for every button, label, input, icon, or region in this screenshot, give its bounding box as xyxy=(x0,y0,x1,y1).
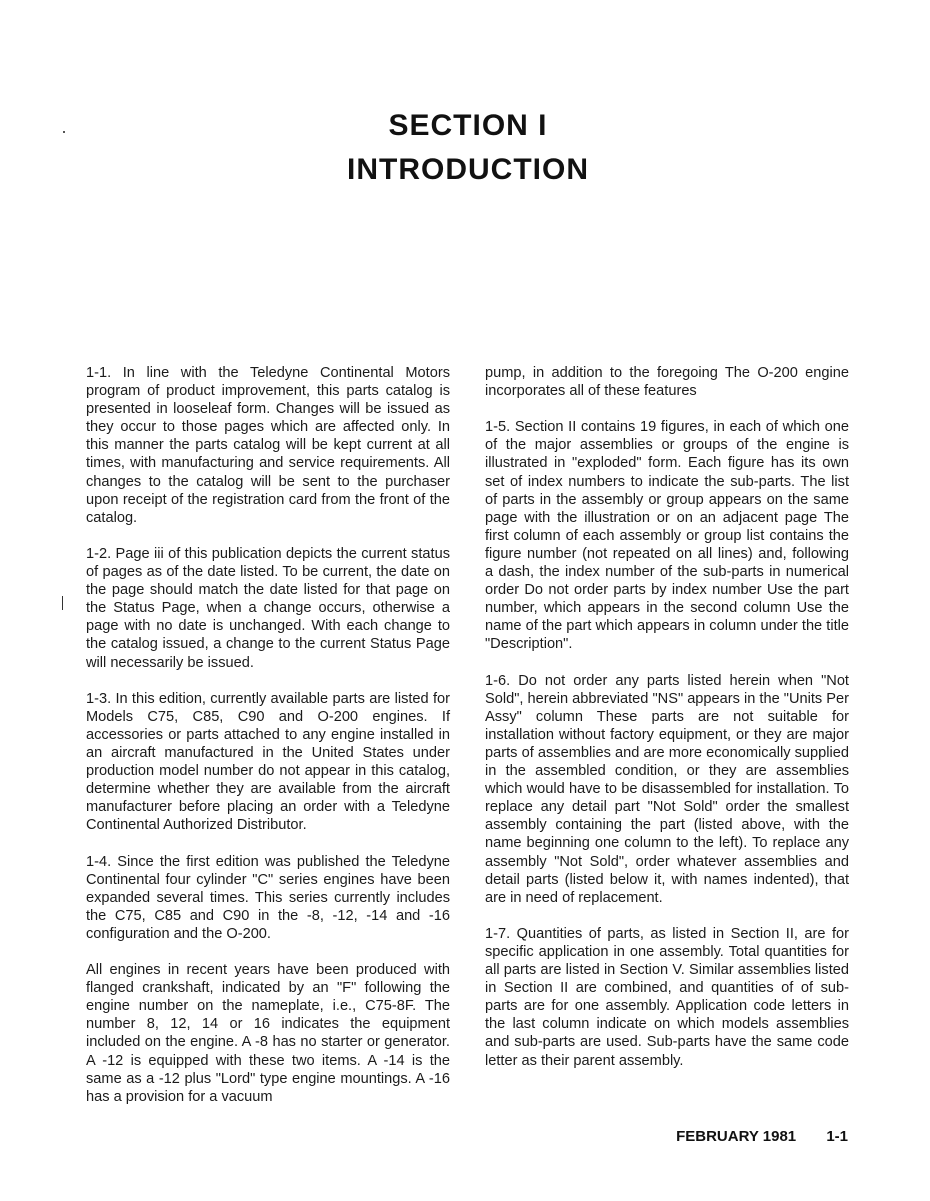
paragraph-1-4-continued: All engines in recent years have been produced with flanged crankshaft, indicated by an "F" following the engine number on the nameplate, i.e., C75-8F. The number 8, 12, 14 or 16 indicates the equipment included on the engine. A -8 has no starter or generator. A -12 is equipped with these two items. A -14 is the same as a -12 plus "Lord" type engine mountings. A -16 has a provision for a vacuum xyxy=(86,962,450,1105)
section-subtitle: INTRODUCTION xyxy=(347,153,589,186)
footer-date: FEBRUARY 1981 xyxy=(676,1128,797,1145)
change-bar xyxy=(62,596,63,610)
paragraph-1-2: 1-2. Page iii of this publication depicts the current status of pages as of the date listed. To be current, the date on the page should match the date listed for that page on the Status Page, when a change occurs, otherwise a page with no date is unchanged. With each change to the catalog issued, a change to the current Status Page will necessarily be issued. xyxy=(86,545,450,671)
paragraph-1-7: 1-7. Quantities of parts, as listed in Section II, are for specific application in one assembly. Total quantities for all parts are listed in Section V. Similar assemblies listed in Section II are combined, and quantities of of sub-parts are for one assembly. Application code letters in the last column indicate on which models assemblies and sub-parts are used. Sub-parts have the same code letter as their parent assembly. xyxy=(485,925,849,1069)
paragraph-1-6: 1-6. Do not order any parts listed herein when "Not Sold", herein abbreviated "NS" appears in the "Units Per Assy" column These parts are not suitable for installation without factory equipment, or they are major parts of assemblies and are more economically supplied in the assembled condition, or they are assemblies which would have to be disassembled for installation. To replace any detail part "Not Sold" order the smallest assembly containing the part (listed above, with the name beginning one column to the left). To replace any assembly "Not Sold", order whatever assemblies and detail parts (listed below it, with names indented), that are in need of replacement. xyxy=(485,672,849,906)
right-column xyxy=(485,364,849,1088)
section-heading xyxy=(0,104,930,192)
paragraph-1-4-end: pump, in addition to the foregoing The O-200 engine incorporates all of these features xyxy=(485,365,849,400)
page-number: 1-1 xyxy=(826,1128,848,1145)
paragraph-1-5: 1-5. Section II contains 19 figures, in each of which one of the major assemblies or groups of the engine is illustrated in "exploded" form. Each figure has its own set of index numbers to indicate the sub-parts. The list of parts in the assembly or group appears on the same page with the illustration or on an adjacent page The first column of each assembly or group list contains the figure number (not repeated on all lines) and, following a dash, the index number of the sub-parts in numerical order Do not order parts by index number Use the part number, which appears in the second column Use the name of the part which appears in column under the title "Description". xyxy=(485,419,849,653)
left-column xyxy=(86,364,450,1124)
paragraph-1-3: 1-3. In this edition, currently available parts are listed for Models C75, C85, C90 and O-200 engines. If accessories or parts attached to any engine installed in an aircraft manufactured in the United States under production model number do not appear in this catalog, determine whether they are available from the aircraft manufacturer before placing an order with a Teledyne Continental Authorized Distributor. xyxy=(86,690,450,834)
page-footer xyxy=(676,1128,848,1145)
paragraph-1-4: 1-4. Since the first edition was published the Teledyne Continental four cylinder "C" series engines have been expanded several times. This series currently includes the C75, C85 and C90 in the -8, -12, -14 and -16 configuration and the O-200. xyxy=(86,853,450,942)
section-title: SECTION I xyxy=(388,109,548,142)
paragraph-1-1: 1-1. In line with the Teledyne Continental Motors program of product improvement, this parts catalog is presented in looseleaf form. Changes will be issued as they occur to those pages which are affected only. In this manner the parts catalog will be kept current at all times, with manufacturing and service requirements. All changes to the catalog will be sent to the purchaser upon receipt of the registration card from the front of the catalog. xyxy=(86,365,450,526)
